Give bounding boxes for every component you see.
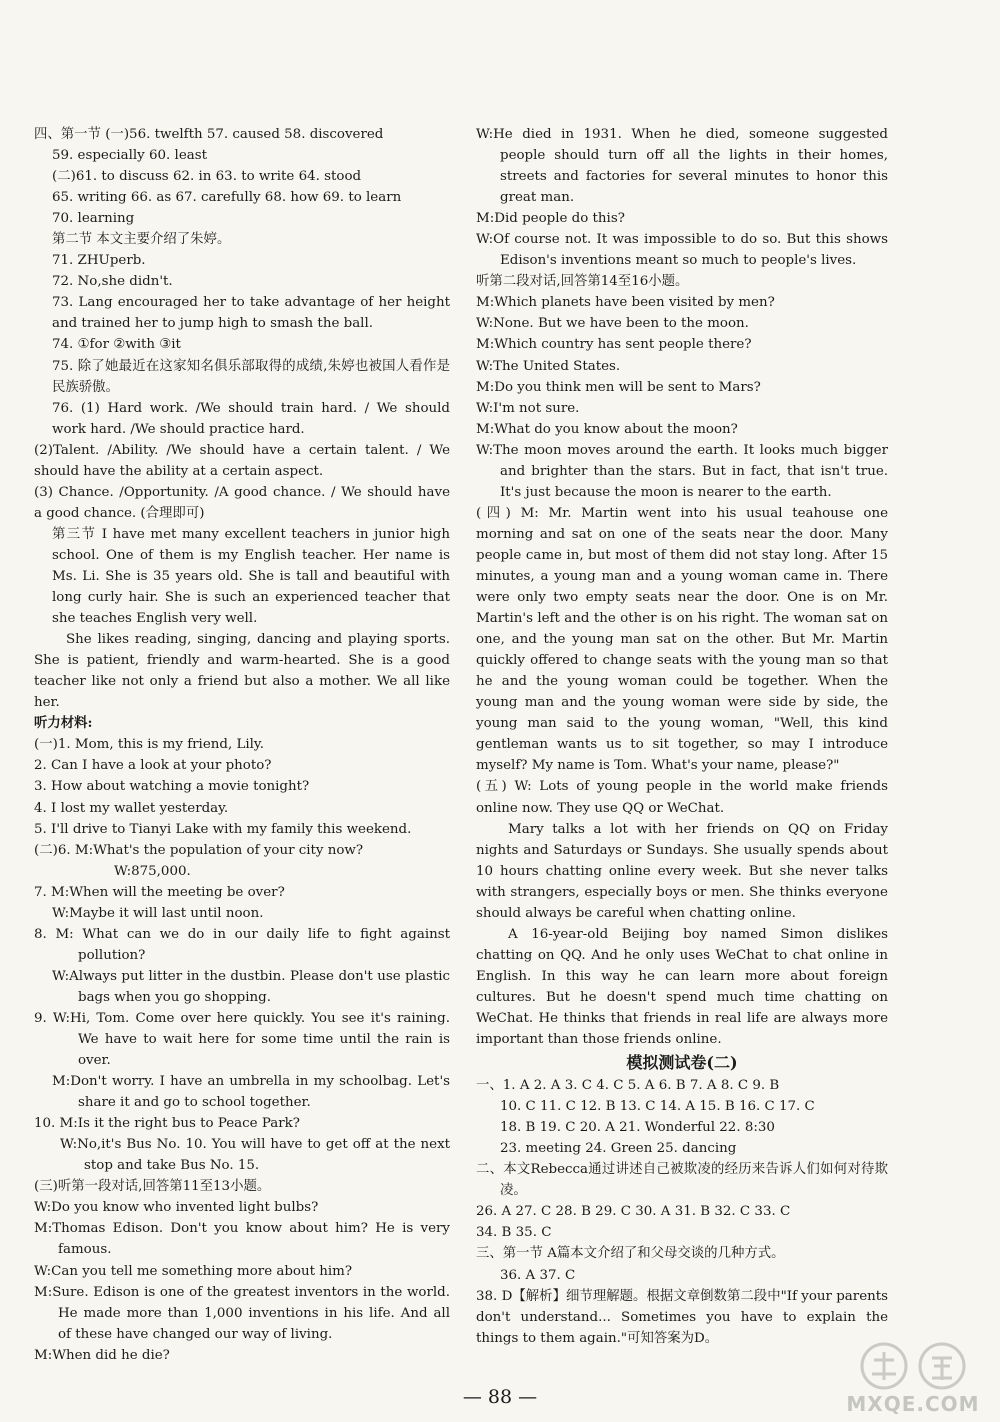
text-line: 第二节 本文主要介绍了朱婷。 [52,232,231,248]
text-line: W:Always put litter in the dustbin. Please don't use plastic bags when you go shopping. [52,968,450,1005]
text-line: W:He died in 1931. When he died, someone suggested people should turn off all the lights in their homes, streets and factories for several minutes to honor this great man. [476,127,888,206]
text-line: M:Thomas Edison. Don't you know about him? He is very famous. [34,1221,450,1258]
text-line: 5. I'll drive to Tianyi Lake with my family this weekend. [34,821,412,837]
text-line: M:Which planets have been visited by men? [476,295,775,311]
text-line: 听第二段对话,回答第14至16小题。 [476,274,689,290]
answer-line: 10. C 11. C 12. B 13. C 14. A 15. B 16. C 17. C [500,1099,815,1115]
text-line: W:Maybe it will last until noon. [52,905,264,921]
text-line: 38. D【解析】细节理解题。根据文章倒数第二段中"If your parents don't understand... Sometimes you have to explain the things to them again."可知答案为D。 [476,1288,888,1346]
text-line: 75. 除了她最近在这家知名俱乐部取得的成绩,朱婷也被国人看作是民族骄傲。 [52,358,450,395]
answer-line: 一、1. A 2. A 3. C 4. C 5. A 6. B 7. A 8. C 9. B [476,1078,780,1094]
text-line: W:The United States. [476,358,621,374]
text-line: 9. W:Hi, Tom. Come over here quickly. You see it's raining. We have to wait here for some time until the rain is over. [34,1010,450,1069]
text-line: (五) W: Lots of young people in the world make friends online now. They use QQ or WeChat. [476,779,888,816]
text-line: W:The moon moves around the earth. It looks much bigger and brighter than the stars. But in fact, that isn't true. It's just because the moon is nearer to the earth. [476,442,888,500]
text-line: 三、第一节 A篇本文介绍了和父母交谈的几种方式。 [476,1246,785,1262]
text-line: 二、本文Rebecca通过讲述自己被欺凌的经历来告诉人们如何对待欺凌。 [476,1162,888,1199]
watermark-text: MXQE.COM [846,1392,980,1416]
text-line: 70. learning [52,211,135,227]
text-line: She likes reading, singing, dancing and playing sports. She is patient, friendly and warm-hearted. She is a good teacher like not only a friend but also a mother. We all like her. [34,632,450,711]
text-line: 74. ①for ②with ③it [52,337,181,353]
text-line: 72. No,she didn't. [52,274,173,290]
text-line: W:Do you know who invented light bulbs? [34,1200,319,1216]
text-line: W:No,it's Bus No. 10. You will have to get off at the next stop and take Bus No. 15. [60,1137,450,1174]
watermark-badge-icon [838,1340,988,1394]
text-line: 四、第一节 (一)56. twelfth 57. caused 58. discovered [34,127,384,142]
text-line: 76. (1) Hard work. /We should train hard. / We should work hard. /We should practice hard. [52,400,450,437]
text-line: 3. How about watching a movie tonight? [34,779,310,795]
text-line: 第三节 I have met many excellent teachers in junior high school. One of them is my English teacher. Her name is Ms. Li. She is 35 years old. She is tall and beautiful with long curly hair. She is such an experienced teacher that she teaches English very well. [52,526,450,627]
answer-line: 18. B 19. C 20. A 21. Wonderful 22. 8:30 [500,1120,775,1136]
text-line: 2. Can I have a look at your photo? [34,758,272,774]
text-line: M:What do you know about the moon? [476,421,738,437]
text-line: W:I'm not sure. [476,400,580,416]
text-line: M:When did he die? [34,1347,170,1363]
text-line: W:Of course not. It was impossible to do so. But this shows Edison's inventions meant so much to people's lives. [476,232,888,269]
answer-line: 23. meeting 24. Green 25. dancing [500,1141,737,1157]
text-line: M:Sure. Edison is one of the greatest inventors in the world. He made more than 1,000 inventions in his life. And all of these have changed our way of living. [34,1284,450,1342]
text-line: W:Can you tell me something more about him? [34,1263,353,1279]
answer-line: 36. A 37. C [500,1267,576,1283]
answer-line: 34. B 35. C [476,1225,552,1241]
section-heading: 听力材料: [34,715,93,732]
text-line: Mary talks a lot with her friends on QQ on Friday nights and Saturdays or Sundays. She usually spends about 10 hours chatting online every week. But she never talks with strangers, especially boys or men. She thinks everyone should always be careful when chatting online. [476,821,888,921]
text-line: 71. ZHUperb. [52,253,146,269]
text-line: W:875,000. [114,863,191,879]
text-line: 7. M:When will the meeting be over? [34,884,285,900]
text-line: (3) Chance. /Opportunity. /A good chance. / We should have a good chance. (合理即可) [34,484,450,521]
section-title: 模拟测试卷(二) [626,1053,738,1073]
text-line: (三)听第一段对话,回答第11至13小题。 [34,1179,271,1195]
text-line: M:Did people do this? [476,211,625,227]
watermark-logo [838,1340,988,1416]
text-line: (二)6. M:What's the population of your city now? [34,842,364,858]
text-line: 8. M: What can we do in our daily life to fight against pollution? [34,926,450,963]
text-line: M:Which country has sent people there? [476,337,752,353]
text-line: 59. especially 60. least [52,148,207,164]
answer-line: 26. A 27. C 28. B 29. C 30. A 31. B 32. C 33. C [476,1204,791,1220]
text-line: W:None. But we have been to the moon. [476,316,749,332]
text-line: 73. Lang encouraged her to take advantage of her height and trained her to jump high to smash the ball. [52,295,450,332]
right-column [476,124,888,1349]
text-line: 65. writing 66. as 67. carefully 68. how 69. to learn [52,190,402,206]
page-number: — 88 — [462,1386,538,1408]
text-line: A 16-year-old Beijing boy named Simon dislikes chatting on QQ. And he only uses WeChat to chat online in English. In this way he can learn more about foreign cultures. But he doesn't spend much time chatting on WeChat. He thinks that friends in real life are always more important than those friends online. [476,926,888,1048]
text-line: M:Don't worry. I have an umbrella in my schoolbag. Let's share it and go to school together. [52,1074,450,1111]
text-line: (四) M: Mr. Martin went into his usual teahouse one morning and sat on one of the seats near the door. Many people came in, but most of them did not stay long. After 15 minutes, a young man and a young woman came in. There were only two empty seats near the door. One is on Mr. Martin's left and the other is on his right. The woman sat on one, and the young man sat on the other. But Mr. Martin quickly offered to change seats with the young man so that he and the young woman could be together. When the young man and the young woman were side by side, the young man said to the young woman, "Well, this kind gentleman wants us to sit together, so may I introduce myself? My name is Tom. What's your name, please?" [476,505,888,774]
text-line: 4. I lost my wallet yesterday. [34,800,229,816]
text-line: (2)Talent. /Ability. /We should have a certain talent. / We should have the ability at a certain aspect. [34,442,450,479]
text-line: (二)61. to discuss 62. in 63. to write 64. stood [52,169,362,185]
left-column [34,124,450,1366]
text-line: (一)1. Mom, this is my friend, Lily. [34,737,264,753]
text-line: M:Do you think men will be sent to Mars? [476,379,761,395]
text-line: 10. M:Is it the right bus to Peace Park? [34,1116,300,1132]
